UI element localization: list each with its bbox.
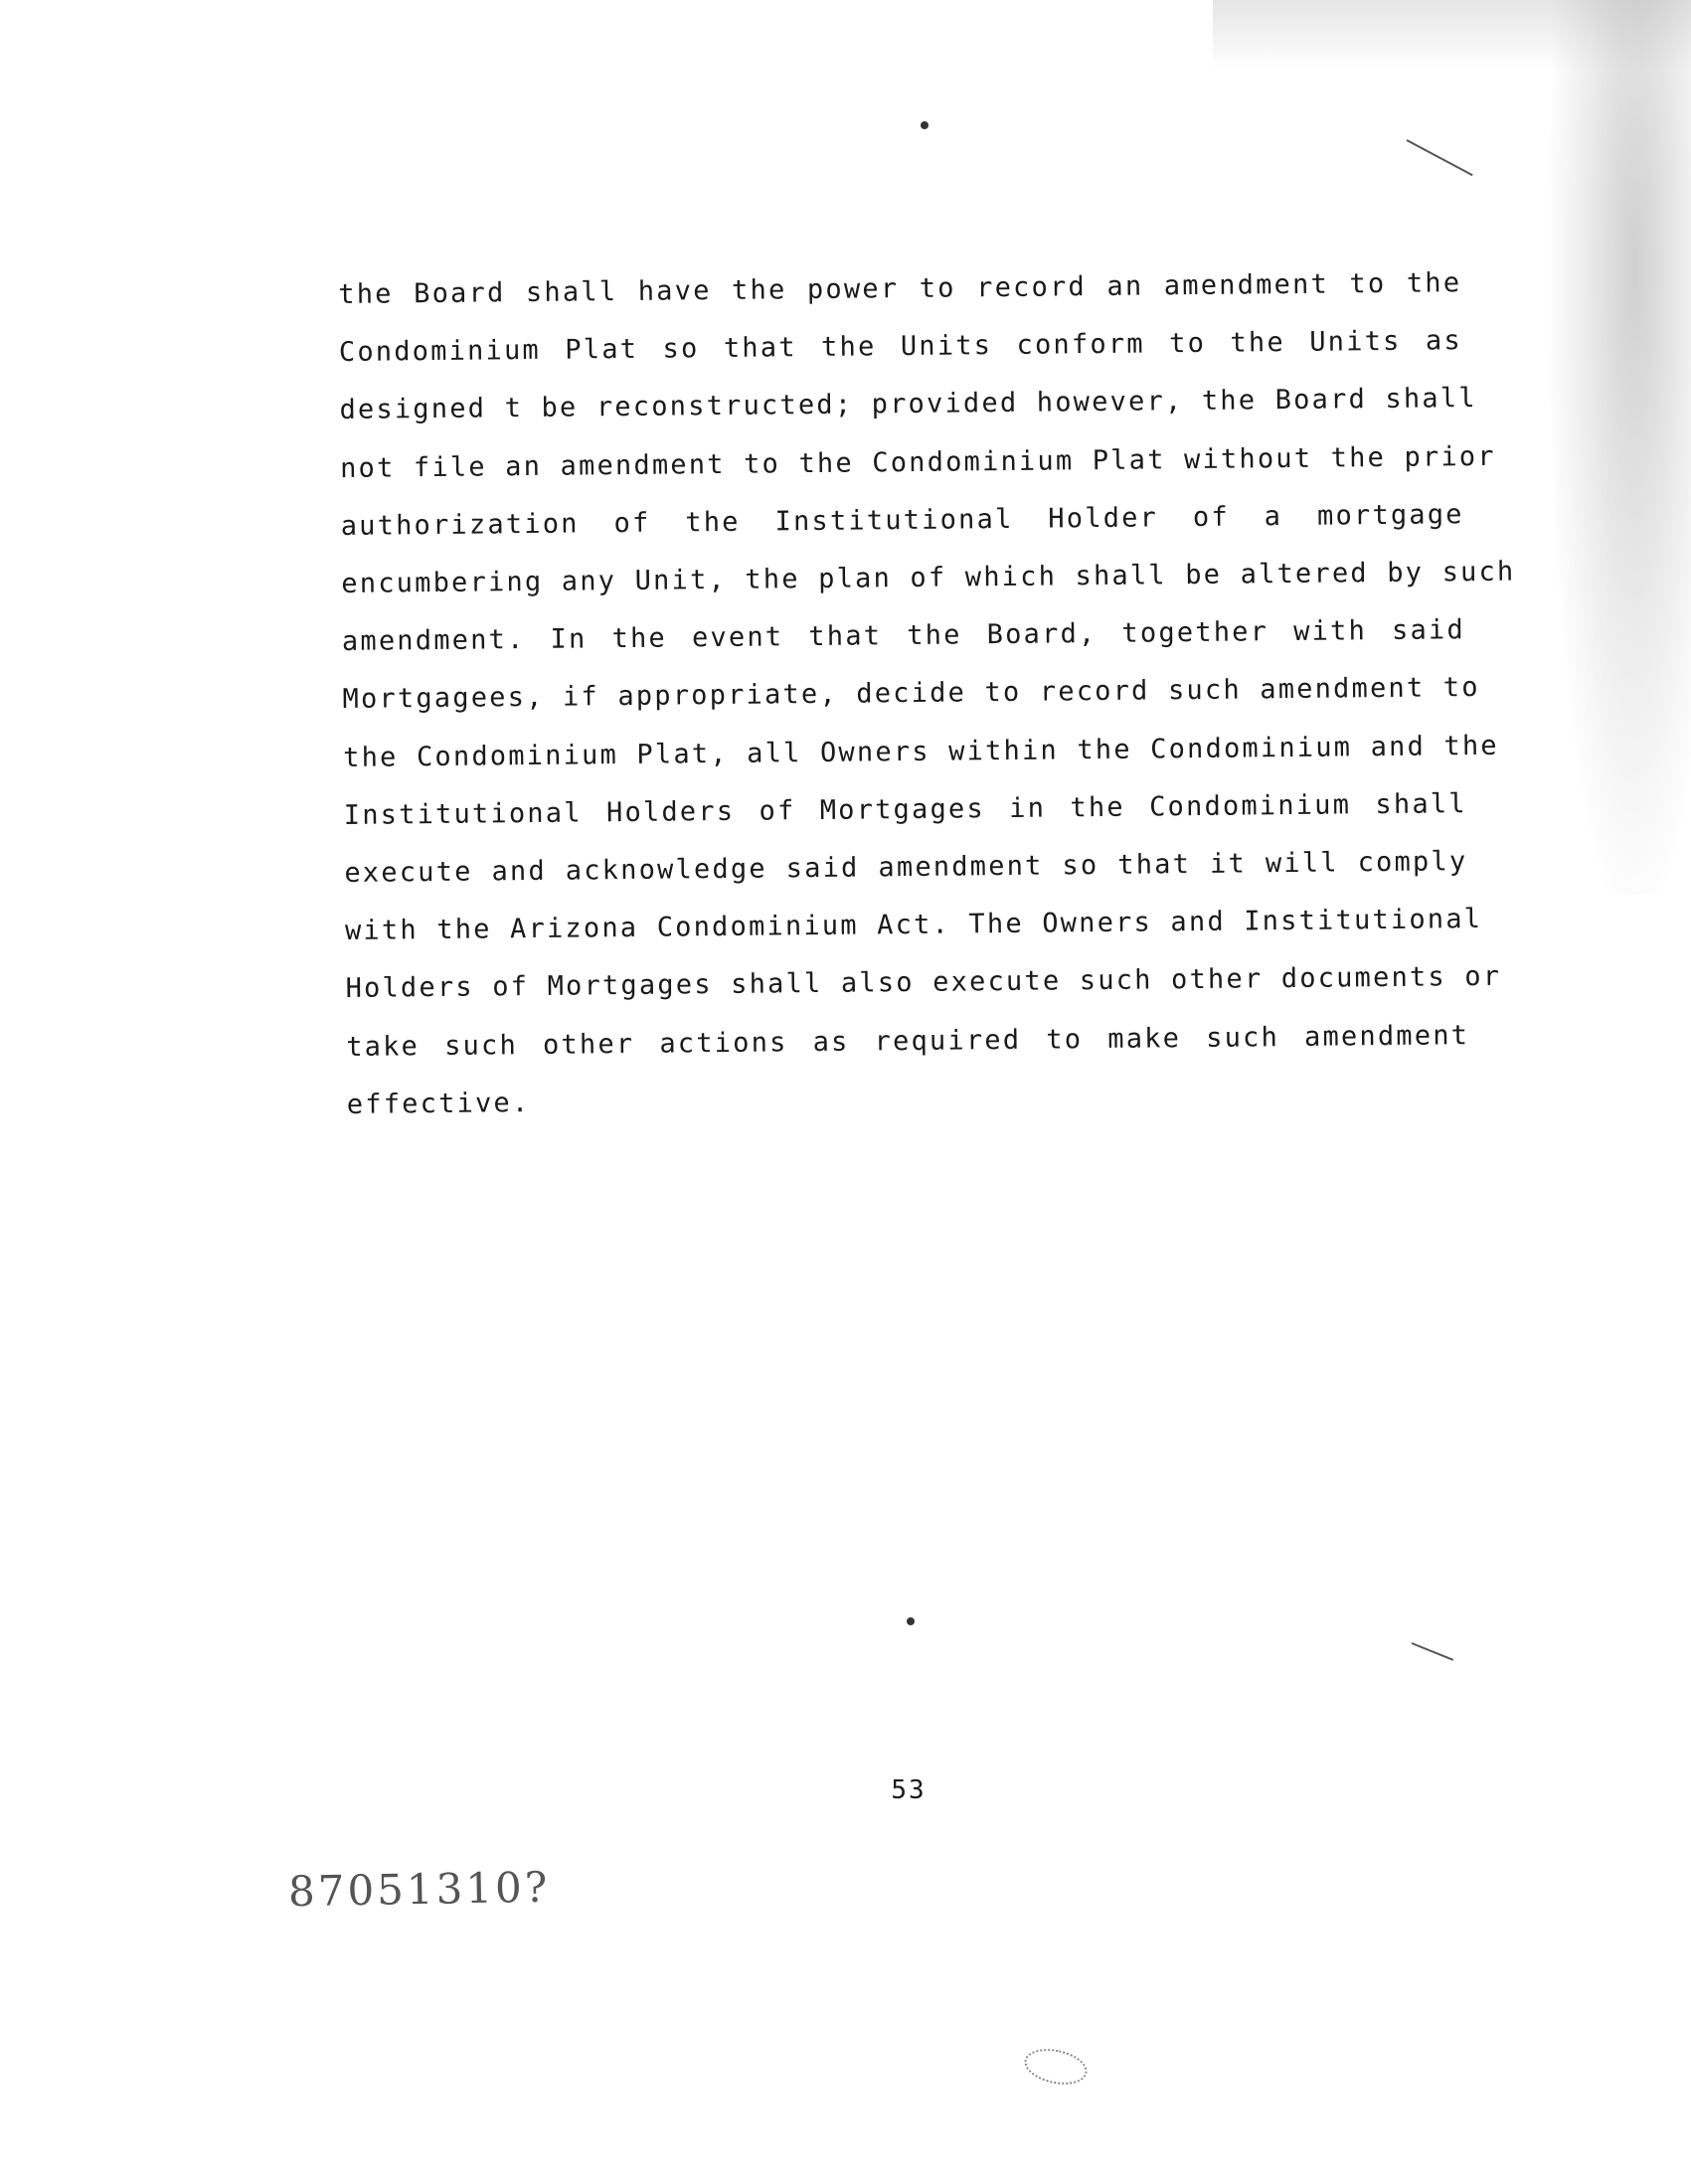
body-line: the Condominium Plat, all Owners within the Condominium and the: [343, 730, 1499, 773]
scan-scratch-bottom: [1412, 1642, 1453, 1661]
body-line: amendment. In the event that the Board, together with said: [341, 614, 1466, 658]
body-line: execute and acknowledge said amendment so that it will comply: [344, 846, 1468, 889]
body-line: Mortgagees, if appropriate, decide to record such amendment to: [342, 672, 1480, 716]
scan-noise-right-edge: [1551, 0, 1691, 895]
body-line: Institutional Holders of Mortgages in the Condominium shall: [343, 787, 1467, 831]
scan-scratch-top: [1407, 139, 1473, 176]
body-line: effective.: [346, 1087, 531, 1120]
body-line: with the Arizona Condominium Act. The Owners and Institutional: [344, 904, 1483, 947]
body-line: designed t be reconstructed; provided however, the Board shall: [339, 383, 1477, 426]
body-line: authorization of the Institutional Holder of a mortgage: [340, 498, 1464, 542]
body-line: Holders of Mortgages shall also execute such other documents or: [345, 961, 1502, 1005]
page-number: 53: [891, 1775, 927, 1805]
document-stamp-number: 87051310?: [287, 1862, 551, 1917]
body-paragraph: [338, 254, 1516, 1134]
punch-mark-top: [921, 121, 929, 129]
body-line: the Board shall have the power to record an amendment to the: [338, 267, 1462, 310]
body-line: encumbering any Unit, the plan of which shall be altered by such: [341, 556, 1516, 599]
body-line: Condominium Plat so that the Units conform to the Units as: [338, 325, 1463, 369]
punch-mark-bottom: [907, 1617, 915, 1625]
body-line: take such other actions as required to make such amendment: [346, 1019, 1470, 1063]
body-line: not file an amendment to the Condominium Plat without the prior: [339, 440, 1496, 484]
scan-smudge: [1021, 2044, 1091, 2091]
